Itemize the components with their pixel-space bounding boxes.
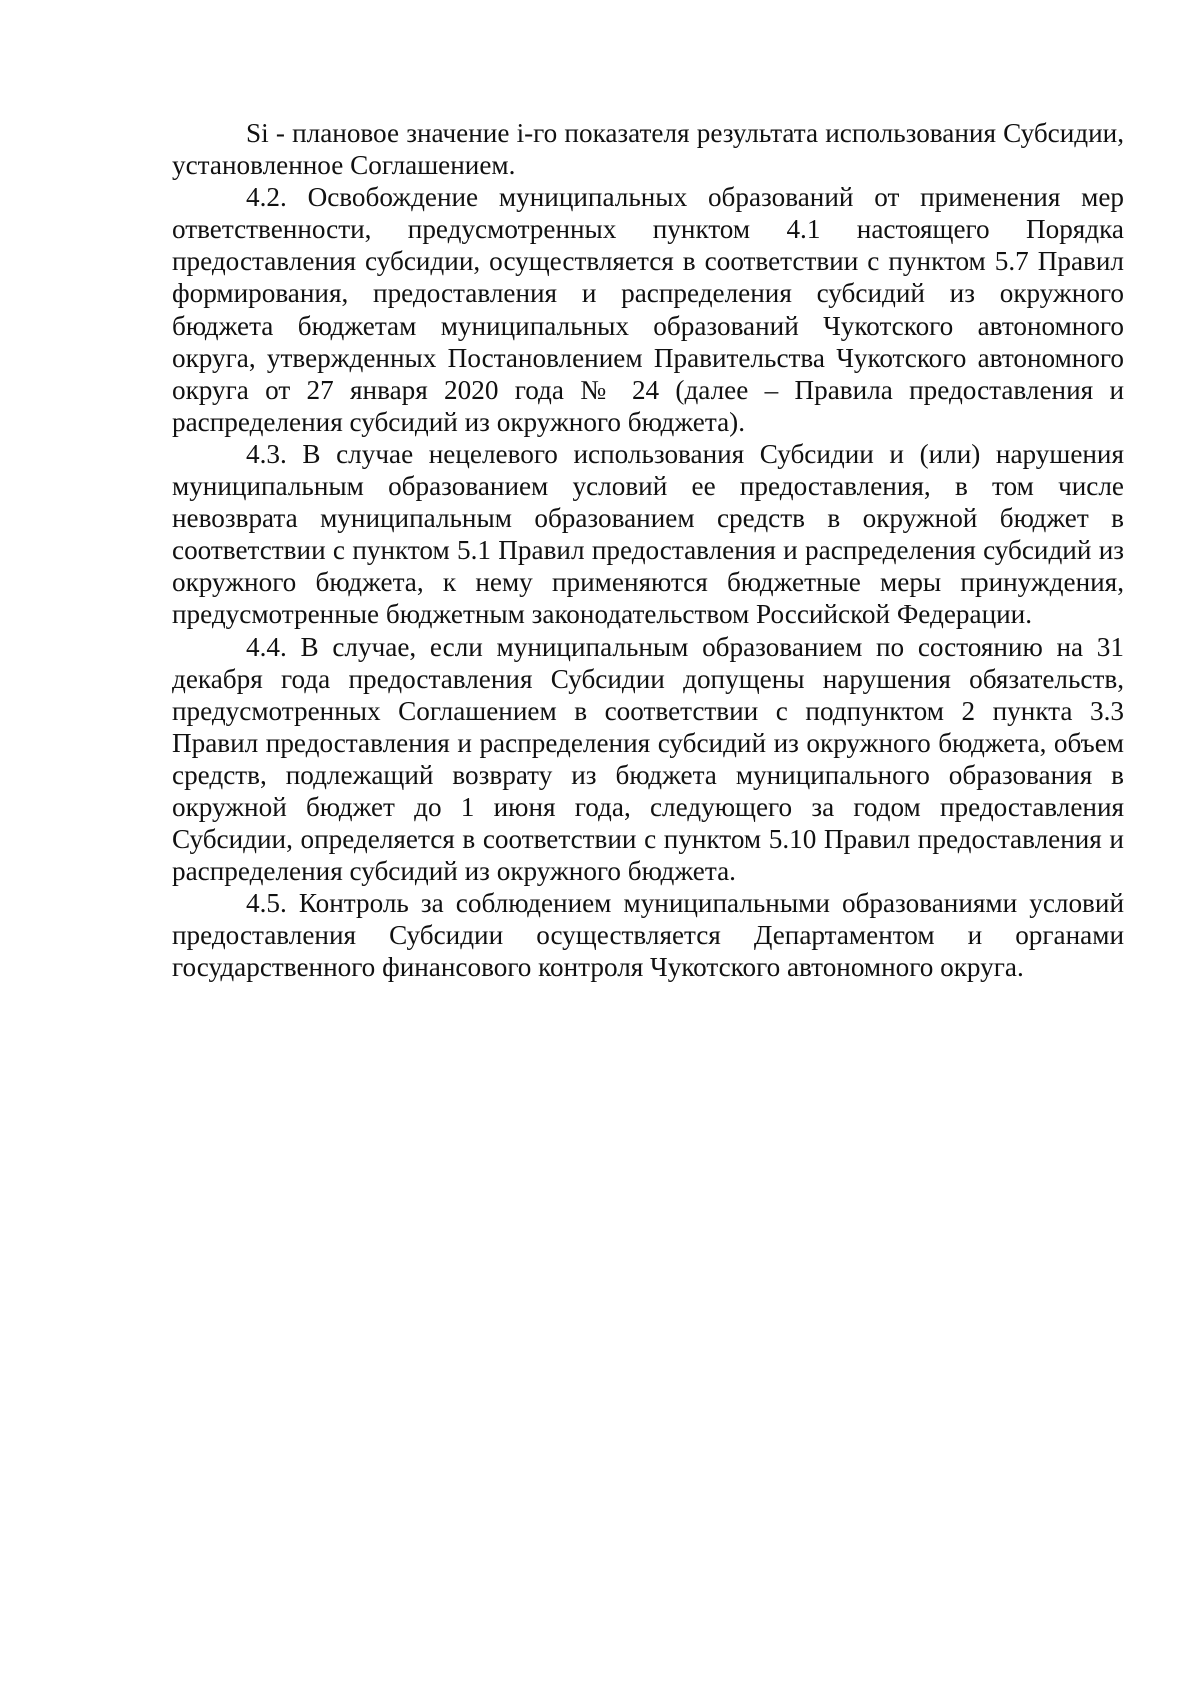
paragraph-si-definition: Si - плановое значение i-го показателя результата использования Субсидии, установленное Соглашением. — [172, 118, 1124, 181]
paragraph-4-2: 4.2. Освобождение муниципальных образований от применения мер ответственности, предусмотренных пунктом 4.1 настоящего Порядка предоставления субсидии, осуществляется в соответствии с пунктом 5.7 Правил формирования, предоставления и распределения субсидий из окружного бюджета бюджетам муниципальных образований Чукотского автономного округа, утвержденных Постановлением Правительства Чукотского автономного округа от 27 января 2020 года № 24 (далее – Правила предоставления и распределения субсидий из окружного бюджета). — [172, 182, 1124, 437]
document-body — [172, 117, 1124, 984]
paragraph-4-3: 4.3. В случае нецелевого использования Субсидии и (или) нарушения муниципальным образованием условий ее предоставления, в том числе невозврата муниципальным образованием средств в окружной бюджет в соответствии с пунктом 5.1 Правил предоставления и распределения субсидий из окружного бюджета, к нему применяются бюджетные меры принуждения, предусмотренные бюджетным законодательством Российской Федерации. — [172, 438, 1124, 630]
paragraph-4-5: 4.5. Контроль за соблюдением муниципальными образованиями условий предоставления Субсидии осуществляется Департаментом и органами государственного финансового контроля Чукотского автономного округа. — [172, 888, 1124, 983]
paragraph-4-4: 4.4. В случае, если муниципальным образованием по состоянию на 31 декабря года предоставления Субсидии допущены нарушения обязательств, предусмотренных Соглашением в соответствии с подпунктом 2 пункта 3.3 Правил предоставления и распределения субсидий из окружного бюджета, объем средств, подлежащий возврату из бюджета муниципального образования в окружной бюджет до 1 июня года, следующего за годом предоставления Субсидии, определяется в соответствии с пунктом 5.10 Правил предоставления и распределения субсидий из окружного бюджета. — [172, 631, 1124, 887]
